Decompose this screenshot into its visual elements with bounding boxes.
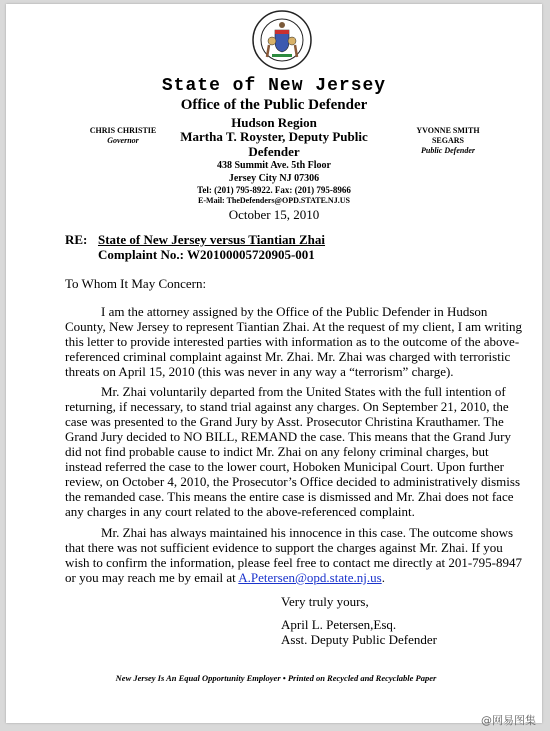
signer-title: Asst. Deputy Public Defender (281, 632, 437, 647)
state-seal-icon (252, 10, 312, 70)
public-defender-block (388, 126, 508, 156)
deputy-name-line2: Defender (248, 144, 300, 159)
letter-page (6, 4, 542, 723)
office-heading: Office of the Public Defender (180, 97, 368, 113)
paragraph-3-text: Mr. Zhai has always maintained his innocence in this case. The outcome shows that there was not sufficient evidence to support the charges against Mr. Zhai. If you wish to confirm the information, please feel free to contact me directly at 201-795-8947 or you may reach me by email at (65, 525, 523, 585)
address-line2: Jersey City NJ 07306 (228, 173, 320, 184)
salutation: To Whom It May Concern: (65, 276, 207, 291)
valediction: Very truly yours, (281, 594, 369, 609)
weibo-watermark: @网易图集 (481, 714, 536, 727)
re-subject: State of New Jersey versus Tiantian Zhai (98, 232, 326, 247)
governor-block (68, 126, 178, 146)
email-link[interactable]: A.Petersen@opd.state.nj.us (238, 570, 382, 585)
state-heading: State of New Jersey (161, 76, 387, 96)
paragraph-3-end: . (381, 570, 385, 585)
phone-fax: Tel: (201) 795-8922. Fax: (201) 795-8966 (197, 185, 351, 195)
email-address: E-Mail: TheDefenders@OPD.STATE.NJ.US (198, 196, 350, 205)
footer-note: New Jersey Is An Equal Opportunity Employer • Printed on Recycled and Recyclable Paper (115, 673, 437, 683)
address-line1: 438 Summit Ave. 5th Floor (217, 160, 331, 171)
paragraph-1: I am the attorney assigned by the Office of the Public Defender in Hudson County, New Jersey to represent Tiantian Zhai. At the request of my client, I am writing this letter to provide interested parties with information as to the outcome of the above-referenced criminal complaint against Mr. Zhai. Mr. Zhai was charged with terroristic threats on April 15, 2010 (this was never in any way a “terrorism” charge). (65, 304, 522, 379)
public-defender-name1: YVONNE SMITH (416, 126, 480, 135)
public-defender-role: Public Defender (421, 146, 475, 155)
paragraph-2: Mr. Zhai voluntarily departed from the United States with the full intention of returning, if necessary, to stand trial against any charges. On September 21, 2010, the case was presented to the Grand Jury by Asst. Prosecutor Christina Krauthamer. The Grand Jury decided to NO BILL, REMAND the case. This means that the Grand Jury did not find probable cause to indict Mr. Zhai on any felony criminal charges, but instead referred the case to the lower court, Hoboken Municipal Court. Upon further review, on October 4, 2010, the Prosecutor’s Office decided to administratively dismiss the remanded case. This means the entire case is dismissed and Mr. Zhai does not face any charges in any court related to the above-referenced complaint. (65, 384, 521, 519)
governor-name: CHRIS CHRISTIE (89, 126, 157, 135)
letter-date: October 15, 2010 (228, 207, 320, 222)
re-label: RE: (65, 232, 88, 247)
deputy-name-line1: Martha T. Royster, Deputy Public (180, 129, 368, 144)
complaint-number: Complaint No.: W20100005720905-001 (98, 247, 315, 262)
signer-name: April L. Petersen,Esq. (281, 617, 397, 632)
public-defender-name2: SEGARS (431, 136, 464, 145)
region-heading: Hudson Region (231, 115, 317, 130)
paragraph-3 (65, 525, 525, 585)
governor-role: Governor (107, 136, 139, 145)
